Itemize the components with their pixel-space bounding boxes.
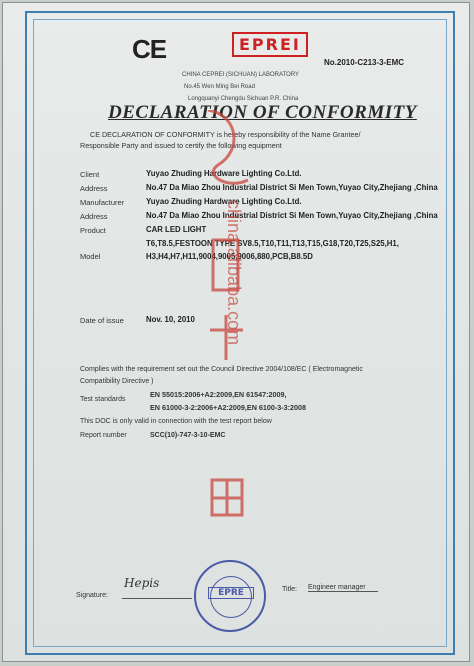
compliance-line-2: Compatibility Directive ) bbox=[80, 378, 154, 385]
alibaba-watermark bbox=[198, 110, 258, 530]
title-label: Title: bbox=[282, 586, 297, 593]
model-line-1: T6,T8.5,FESTOON TYPE SV8.5,T10,T11,T13,T15,G18,T20,T25,S25,H1, bbox=[146, 239, 399, 248]
compliance-line-1: Complies with the requirement set out the Council Directive 2004/108/EC ( Electromagnetic bbox=[80, 366, 363, 373]
date-label: Date of issue bbox=[80, 316, 124, 325]
client-value: Yuyao Zhuding Hardware Lighting Co.Ltd. bbox=[146, 169, 302, 178]
lab-city: Longquanyi Chengdu Sichuan P.R. China bbox=[188, 96, 299, 102]
product-value: CAR LED LIGHT bbox=[146, 225, 207, 234]
epre-logo: EPREI bbox=[232, 32, 308, 57]
report-number-label: Report number bbox=[80, 432, 127, 439]
validity-note: This DOC is only valid in connection with the test report below bbox=[80, 418, 272, 425]
title-value: Engineer manager bbox=[308, 584, 378, 592]
address2-label: Address bbox=[80, 212, 108, 221]
handwritten-signature: Hepis bbox=[124, 576, 160, 590]
stamp-label: EPRE bbox=[208, 587, 254, 599]
standard-line-1: EN 55015:2006+A2:2009,EN 61547:2009, bbox=[150, 390, 287, 399]
report-number-value: SCC(10)-747-3-10-EMC bbox=[150, 432, 226, 439]
signature-line bbox=[122, 598, 192, 599]
document-number: No.2010-C213-3-EMC bbox=[324, 58, 405, 67]
intro-line-1: CE DECLARATION OF CONFORMITY is hereby responsibility of the Name Grantee/ bbox=[90, 130, 361, 139]
lab-name: CHINA CEPREI (SICHUAN) LABORATORY bbox=[182, 72, 300, 78]
official-stamp bbox=[194, 560, 266, 632]
manufacturer-value: Yuyao Zhuding Hardware Lighting Co.Ltd. bbox=[146, 197, 302, 206]
intro-line-2: Responsible Party and issued to certify the following equipment bbox=[80, 141, 282, 150]
page-title: DECLARATION OF CONFORMITY bbox=[108, 102, 417, 123]
address-value: No.47 Da Miao Zhou Industrial District Si Men Town,Yuyao City,Zhejiang ,China bbox=[146, 183, 438, 192]
product-label: Product bbox=[80, 226, 106, 235]
date-value: Nov. 10, 2010 bbox=[146, 315, 195, 324]
signature-label: Signature: bbox=[76, 592, 108, 599]
client-label: Client bbox=[80, 170, 100, 179]
watermark-text: china.alibaba.com bbox=[224, 200, 244, 346]
address-label: Address bbox=[80, 184, 108, 193]
test-standards-label: Test standards bbox=[80, 396, 126, 403]
ce-mark: CE bbox=[132, 34, 167, 64]
model-line-2: H3,H4,H7,H11,9004,9005,9006,880,PCB,B8.5D bbox=[146, 252, 313, 261]
lab-street: No.45 Wen Ming Bei Road bbox=[184, 84, 255, 90]
model-label: Model bbox=[80, 252, 101, 261]
address2-value: No.47 Da Miao Zhou Industrial District Si Men Town,Yuyao City,Zhejiang ,China bbox=[146, 211, 438, 220]
manufacturer-label: Manufacturer bbox=[80, 198, 125, 207]
standard-line-2: EN 61000-3-2:2006+A2:2009,EN 6100-3-3:2008 bbox=[150, 403, 307, 412]
